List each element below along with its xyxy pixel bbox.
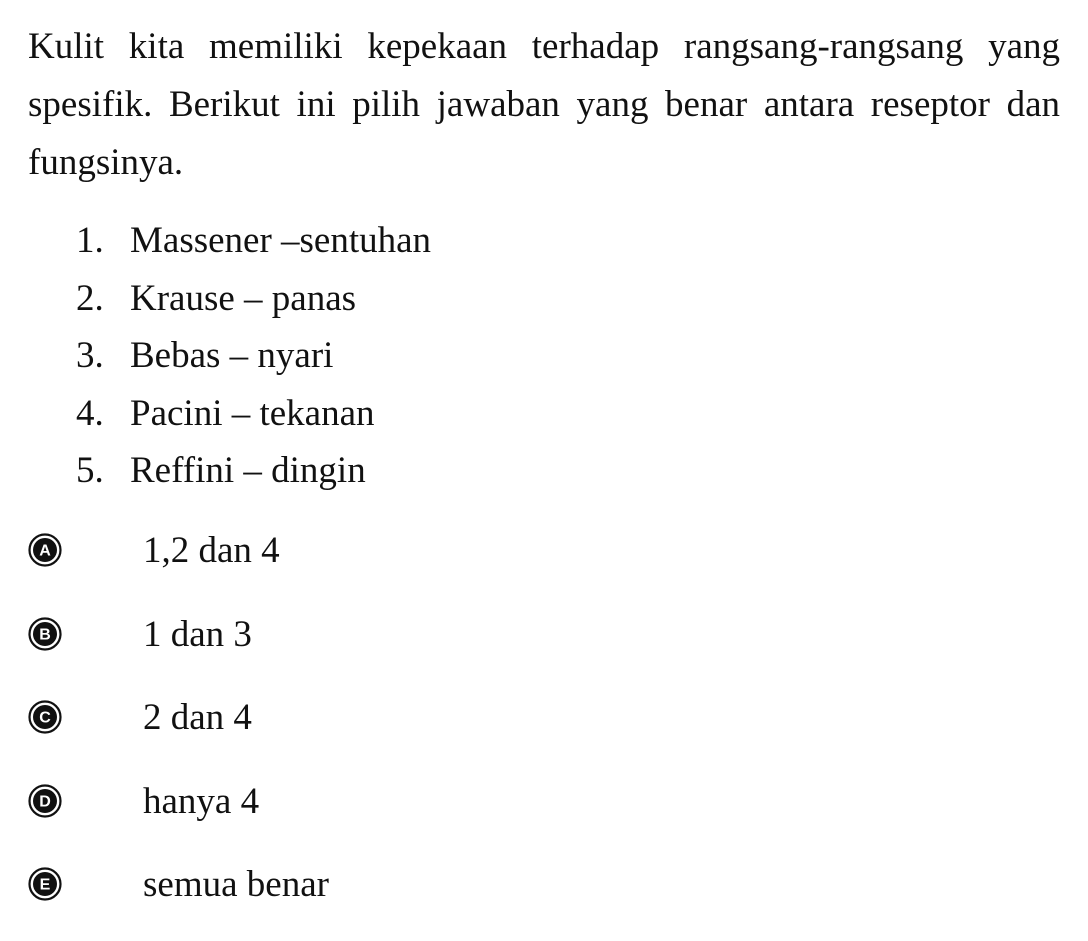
option-a-letter: A xyxy=(39,542,51,560)
option-a-text: 1,2 dan 4 xyxy=(143,530,280,571)
option-c-letter: C xyxy=(39,709,51,727)
statement-item xyxy=(76,327,431,385)
statement-number: 2. xyxy=(76,277,104,319)
option-b-text: 1 dan 3 xyxy=(143,613,252,655)
option-e-text: semua benar xyxy=(143,864,329,905)
statement-item xyxy=(76,442,431,500)
statement-number: 1. xyxy=(76,220,104,261)
statement-text: Bebas – nyari xyxy=(130,335,334,376)
statement-text: Reffini – dingin xyxy=(130,450,366,491)
statement-number: 5. xyxy=(76,450,104,491)
statement-text: Pacini – tekanan xyxy=(130,392,375,434)
option-e-badge-icon[interactable] xyxy=(28,867,62,901)
option-d-letter: D xyxy=(39,793,51,810)
statement-item xyxy=(76,212,431,270)
statement-number: 4. xyxy=(76,392,104,434)
option-a-badge-icon[interactable] xyxy=(28,533,62,567)
question-text: Kulit kita memiliki kepekaan terhadap rangsang-rangsang yang spesifik. Berikut ini pilih jawaban yang benar antara reseptor dan fungsinya. xyxy=(28,26,1060,183)
statement-list xyxy=(76,212,431,500)
option-c-badge-icon[interactable] xyxy=(28,700,62,734)
statement-item xyxy=(76,385,431,443)
statement-text: Massener –sentuhan xyxy=(130,220,432,261)
statement-number: 3. xyxy=(76,335,104,376)
option-b-letter: B xyxy=(39,626,51,643)
option-d-text: hanya 4 xyxy=(143,780,260,822)
option-e-letter: E xyxy=(39,876,51,894)
option-b-badge-icon[interactable] xyxy=(28,617,62,651)
option-c-text: 2 dan 4 xyxy=(143,697,252,738)
statement-item xyxy=(76,270,431,328)
option-d-badge-icon[interactable] xyxy=(28,784,62,818)
statement-text: Krause – panas xyxy=(130,277,357,319)
